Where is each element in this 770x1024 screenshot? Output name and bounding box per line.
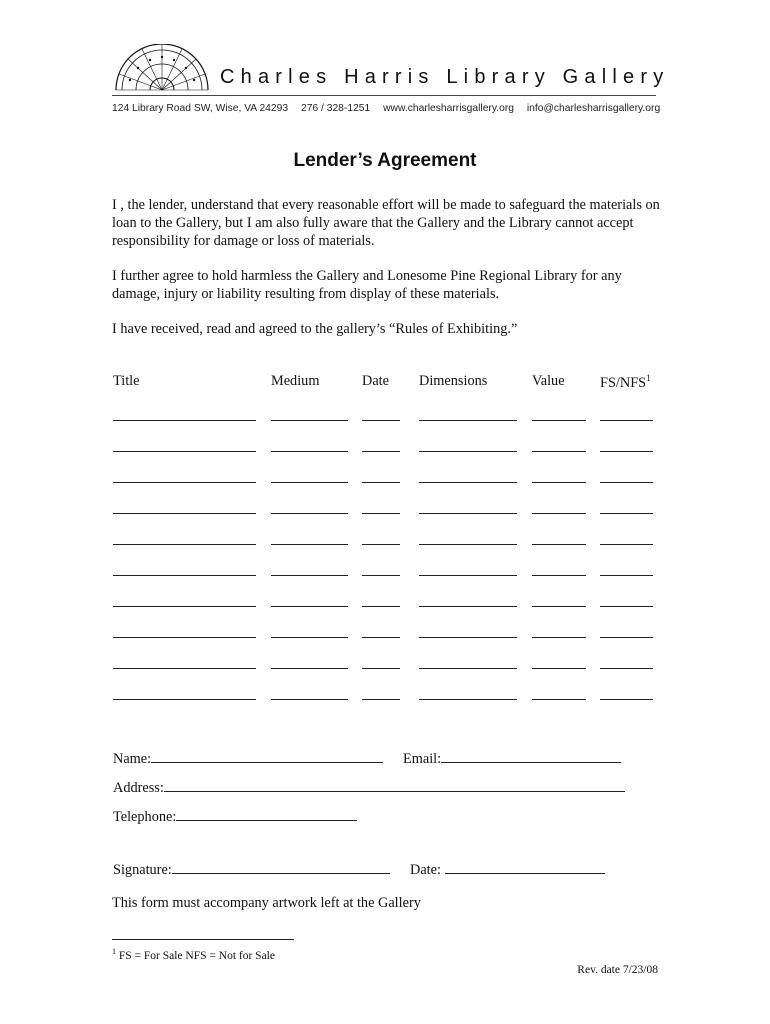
name-field <box>113 748 383 768</box>
value-blank[interactable] <box>532 606 586 607</box>
table-row <box>0 420 770 421</box>
medium-blank[interactable] <box>271 637 348 638</box>
title-blank[interactable] <box>113 637 256 638</box>
fsnfs-label: FS/NFS <box>600 374 647 391</box>
table-row <box>0 606 770 607</box>
column-header-dimensions: Dimensions <box>419 373 488 389</box>
gallery-name: Charles Harris Library Gallery <box>220 66 670 88</box>
fsnfs-blank[interactable] <box>600 606 653 607</box>
medium-blank[interactable] <box>271 482 348 483</box>
title-blank[interactable] <box>113 668 256 669</box>
value-blank[interactable] <box>532 668 586 669</box>
gallery-phone: 276 / 328-1251 <box>300 103 371 114</box>
fsnfs-blank[interactable] <box>600 482 653 483</box>
email-label: Email: <box>403 751 442 767</box>
date-blank[interactable] <box>362 575 400 576</box>
dimensions-blank[interactable] <box>419 606 517 607</box>
date-blank[interactable] <box>362 668 400 669</box>
table-row <box>0 637 770 638</box>
footnote <box>112 947 275 962</box>
title-blank[interactable] <box>113 606 256 607</box>
dimensions-blank[interactable] <box>419 699 517 700</box>
email-input-line[interactable] <box>441 748 621 763</box>
fsnfs-blank[interactable] <box>600 668 653 669</box>
medium-blank[interactable] <box>271 451 348 452</box>
contact-line <box>112 103 660 114</box>
date-field <box>410 859 605 879</box>
dimensions-blank[interactable] <box>419 544 517 545</box>
dimensions-blank[interactable] <box>419 482 517 483</box>
date-blank[interactable] <box>362 699 400 700</box>
medium-blank[interactable] <box>271 575 348 576</box>
fsnfs-blank[interactable] <box>600 451 653 452</box>
dimensions-blank[interactable] <box>419 637 517 638</box>
dimensions-blank[interactable] <box>419 451 517 452</box>
medium-blank[interactable] <box>271 420 348 421</box>
title-blank[interactable] <box>113 575 256 576</box>
column-header-value: Value <box>532 373 565 389</box>
fsnfs-blank[interactable] <box>600 575 653 576</box>
date-blank[interactable] <box>362 513 400 514</box>
form-note: This form must accompany artwork left at the Gallery <box>112 895 421 911</box>
value-blank[interactable] <box>532 544 586 545</box>
table-row <box>0 668 770 669</box>
footnote-marker: 1 <box>112 947 116 956</box>
footnote-text: FS = For Sale NFS = Not for Sale <box>118 949 275 962</box>
title-blank[interactable] <box>113 451 256 452</box>
date-blank[interactable] <box>362 606 400 607</box>
value-blank[interactable] <box>532 513 586 514</box>
address-input-line[interactable] <box>164 777 625 792</box>
agreement-paragraph-1: I , the lender, understand that every reasonable effort will be made to safeguard the materials on loan to the Gallery, but I am also fully aware that the Gallery and the Library cannot accept responsibility for damage or loss of materials. <box>112 197 660 249</box>
dimensions-blank[interactable] <box>419 420 517 421</box>
table-row <box>0 513 770 514</box>
header-divider <box>112 95 656 96</box>
value-blank[interactable] <box>532 699 586 700</box>
date-input-line[interactable] <box>445 859 605 874</box>
date-label: Date: <box>410 862 441 878</box>
agreement-paragraph-2: I further agree to hold harmless the Gallery and Lonesome Pine Regional Library for any damage, injury or liability resulting from display of these materials. <box>112 268 622 302</box>
date-blank[interactable] <box>362 420 400 421</box>
email-field <box>403 748 621 768</box>
date-blank[interactable] <box>362 544 400 545</box>
value-blank[interactable] <box>532 451 586 452</box>
signature-input-line[interactable] <box>172 859 390 874</box>
table-row <box>0 451 770 452</box>
name-label: Name: <box>113 751 152 767</box>
agreement-paragraph-3: I have received, read and agreed to the gallery’s “Rules of Exhibiting.” <box>112 321 518 337</box>
fsnfs-blank[interactable] <box>600 637 653 638</box>
medium-blank[interactable] <box>271 699 348 700</box>
gallery-website[interactable]: www.charlesharrisgallery.org <box>383 103 514 114</box>
table-row <box>0 699 770 700</box>
fsnfs-blank[interactable] <box>600 513 653 514</box>
value-blank[interactable] <box>532 482 586 483</box>
column-header-date: Date <box>362 373 389 389</box>
footnote-reference: 1 <box>646 373 651 383</box>
revision-date: Rev. date 7/23/08 <box>577 964 658 976</box>
dimensions-blank[interactable] <box>419 668 517 669</box>
column-header-fsnfs <box>600 373 651 392</box>
gallery-address: 124 Library Road SW, Wise, VA 24293 <box>112 103 289 114</box>
title-blank[interactable] <box>113 699 256 700</box>
table-row <box>0 544 770 545</box>
signature-field <box>113 859 390 879</box>
fanlight-window-icon <box>112 44 212 92</box>
medium-blank[interactable] <box>271 606 348 607</box>
footnote-divider <box>112 939 294 940</box>
date-blank[interactable] <box>362 451 400 452</box>
column-header-title: Title <box>113 373 140 389</box>
gallery-email[interactable]: info@charlesharrisgallery.org <box>526 103 661 114</box>
medium-blank[interactable] <box>271 668 348 669</box>
value-blank[interactable] <box>532 420 586 421</box>
document-title: Lender’s Agreement <box>293 150 477 171</box>
fsnfs-blank[interactable] <box>600 699 653 700</box>
table-row <box>0 482 770 483</box>
medium-blank[interactable] <box>271 513 348 514</box>
title-blank[interactable] <box>113 482 256 483</box>
medium-blank[interactable] <box>271 544 348 545</box>
column-header-medium: Medium <box>271 373 320 389</box>
value-blank[interactable] <box>532 637 586 638</box>
title-blank[interactable] <box>113 513 256 514</box>
address-label: Address: <box>113 780 164 796</box>
dimensions-blank[interactable] <box>419 513 517 514</box>
fsnfs-blank[interactable] <box>600 420 653 421</box>
title-blank[interactable] <box>113 544 256 545</box>
date-blank[interactable] <box>362 482 400 483</box>
telephone-field <box>113 806 357 826</box>
address-field <box>113 777 625 797</box>
dimensions-blank[interactable] <box>419 575 517 576</box>
telephone-label: Telephone: <box>113 809 177 825</box>
value-blank[interactable] <box>532 575 586 576</box>
fsnfs-blank[interactable] <box>600 544 653 545</box>
telephone-input-line[interactable] <box>176 806 357 821</box>
title-blank[interactable] <box>113 420 256 421</box>
signature-label: Signature: <box>113 862 172 878</box>
date-blank[interactable] <box>362 637 400 638</box>
gallery-logo <box>112 44 212 92</box>
name-input-line[interactable] <box>151 748 383 763</box>
table-row <box>0 575 770 576</box>
